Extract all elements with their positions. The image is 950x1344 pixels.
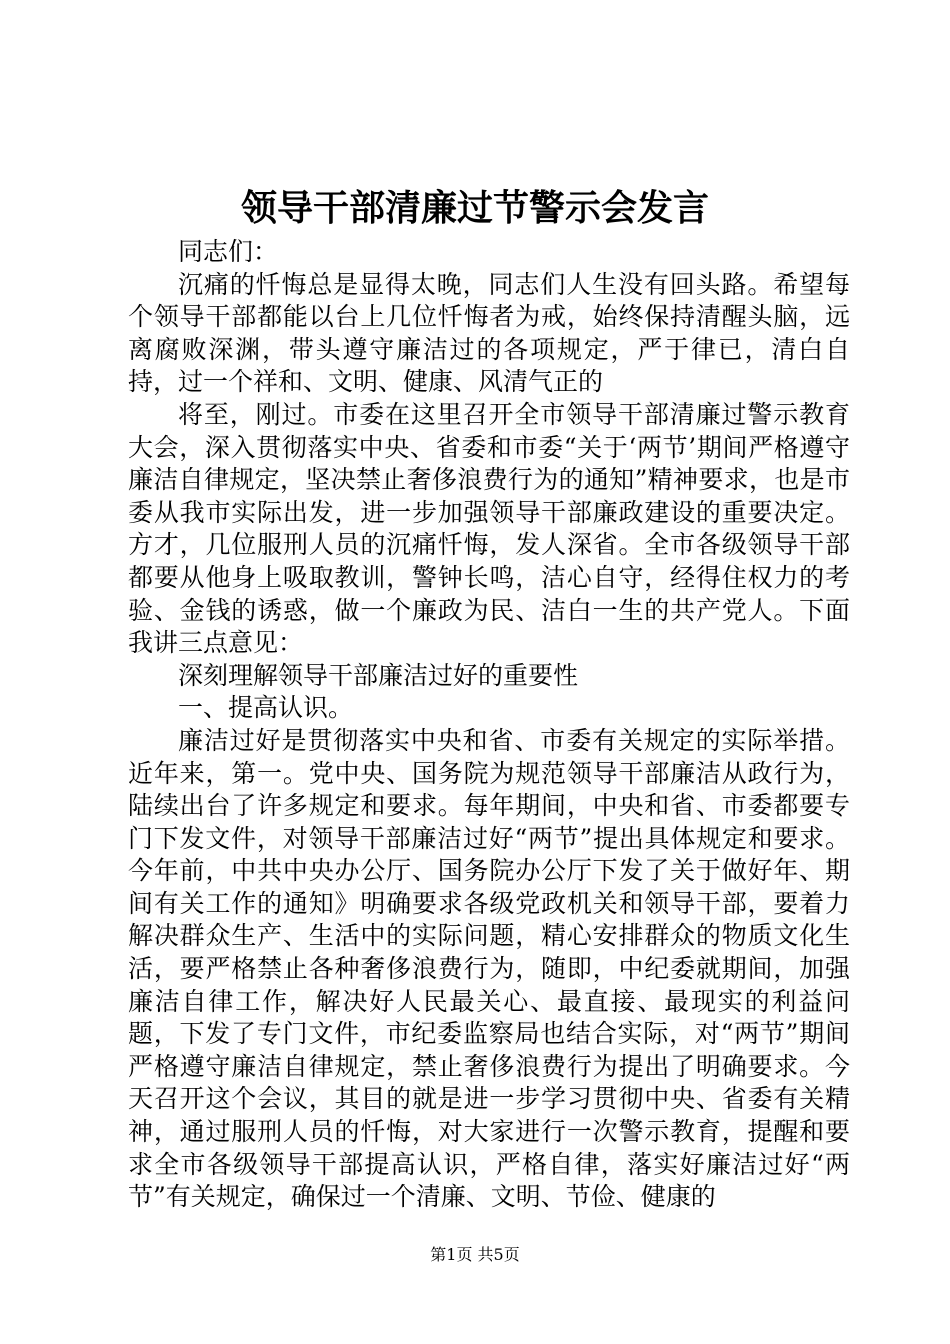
page-footer: 第1页 共5页 xyxy=(430,1245,520,1264)
body-paragraph: 廉洁过好是贯彻落实中央和省、市委有关规定的实际举措。近年来，第一。党中央、国务院为规范领导干部廉洁从政行为，陆续出台了许多规定和要求。每年期间，中央和省、市委都要专门下发文件，对领导干部廉洁过好“两节”提出具体规定和要求。今年前，中共中央办公厅、国务院办公厅下发了关于做好年、期间有关工作的通知》明确要求各级党政机关和领导干部，要着力解决群众生产、生活中的实际问题，精心安排群众的物质文化生活，要严格禁止各种奢侈浪费行为，随即，中纪委就期间，加强廉洁自律工作，解决好人民最关心、最直接、最现实的利益问题，下发了专门文件，市纪委监察局也结合实际，对“两节”期间严格遵守廉洁自律规定，禁止奢侈浪费行为提出了明确要求。今天召开这个会议，其目的就是进一步学习贯彻中央、省委有关精神，通过服刑人员的忏悔，对大家进行一次警示教育，提醒和要求全市各级领导干部提高认识，严格自律，落实好廉洁过好“两节”有关规定，确保过一个清廉、文明、节俭、健康的 xyxy=(128,725,850,1212)
document-body xyxy=(128,236,850,1214)
body-paragraph: 将至，刚过。市委在这里召开全市领导干部清廉过警示教育大会，深入贯彻落实中央、省委和市委“关于‘两节’期间严格遵守廉洁自律规定，坚决禁止奢侈浪费行为的通知”精神要求，也是市委从我市实际出发，进一步加强领导干部廉政建设的重要决定。方才，几位服刑人员的沉痛忏悔，发人深省。全市各级领导干部都要从他身上吸取教训，警钟长鸣，洁心自守，经得住权力的考验、金钱的诱惑，做一个廉政为民、洁白一生的共产党人。下面我讲三点意见： xyxy=(128,399,850,658)
subsection-heading: 一、提高认识。 xyxy=(178,693,354,723)
salutation-paragraph: 同志们： xyxy=(178,237,279,266)
document-title: 领导干部清廉过节警示会发言 xyxy=(240,187,709,229)
section-heading: 深刻理解领导干部廉洁过好的重要性 xyxy=(178,660,579,690)
body-paragraph: 沉痛的忏悔总是显得太晚，同志们人生没有回头路。希望每个领导干部都能以台上几位忏悔者为戒，始终保持清醒头脑，远离腐败深渊，带头遵守廉洁过的各项规定，严于律已，清白自持，过一个祥和、文明、健康、风清气正的 xyxy=(128,269,850,397)
